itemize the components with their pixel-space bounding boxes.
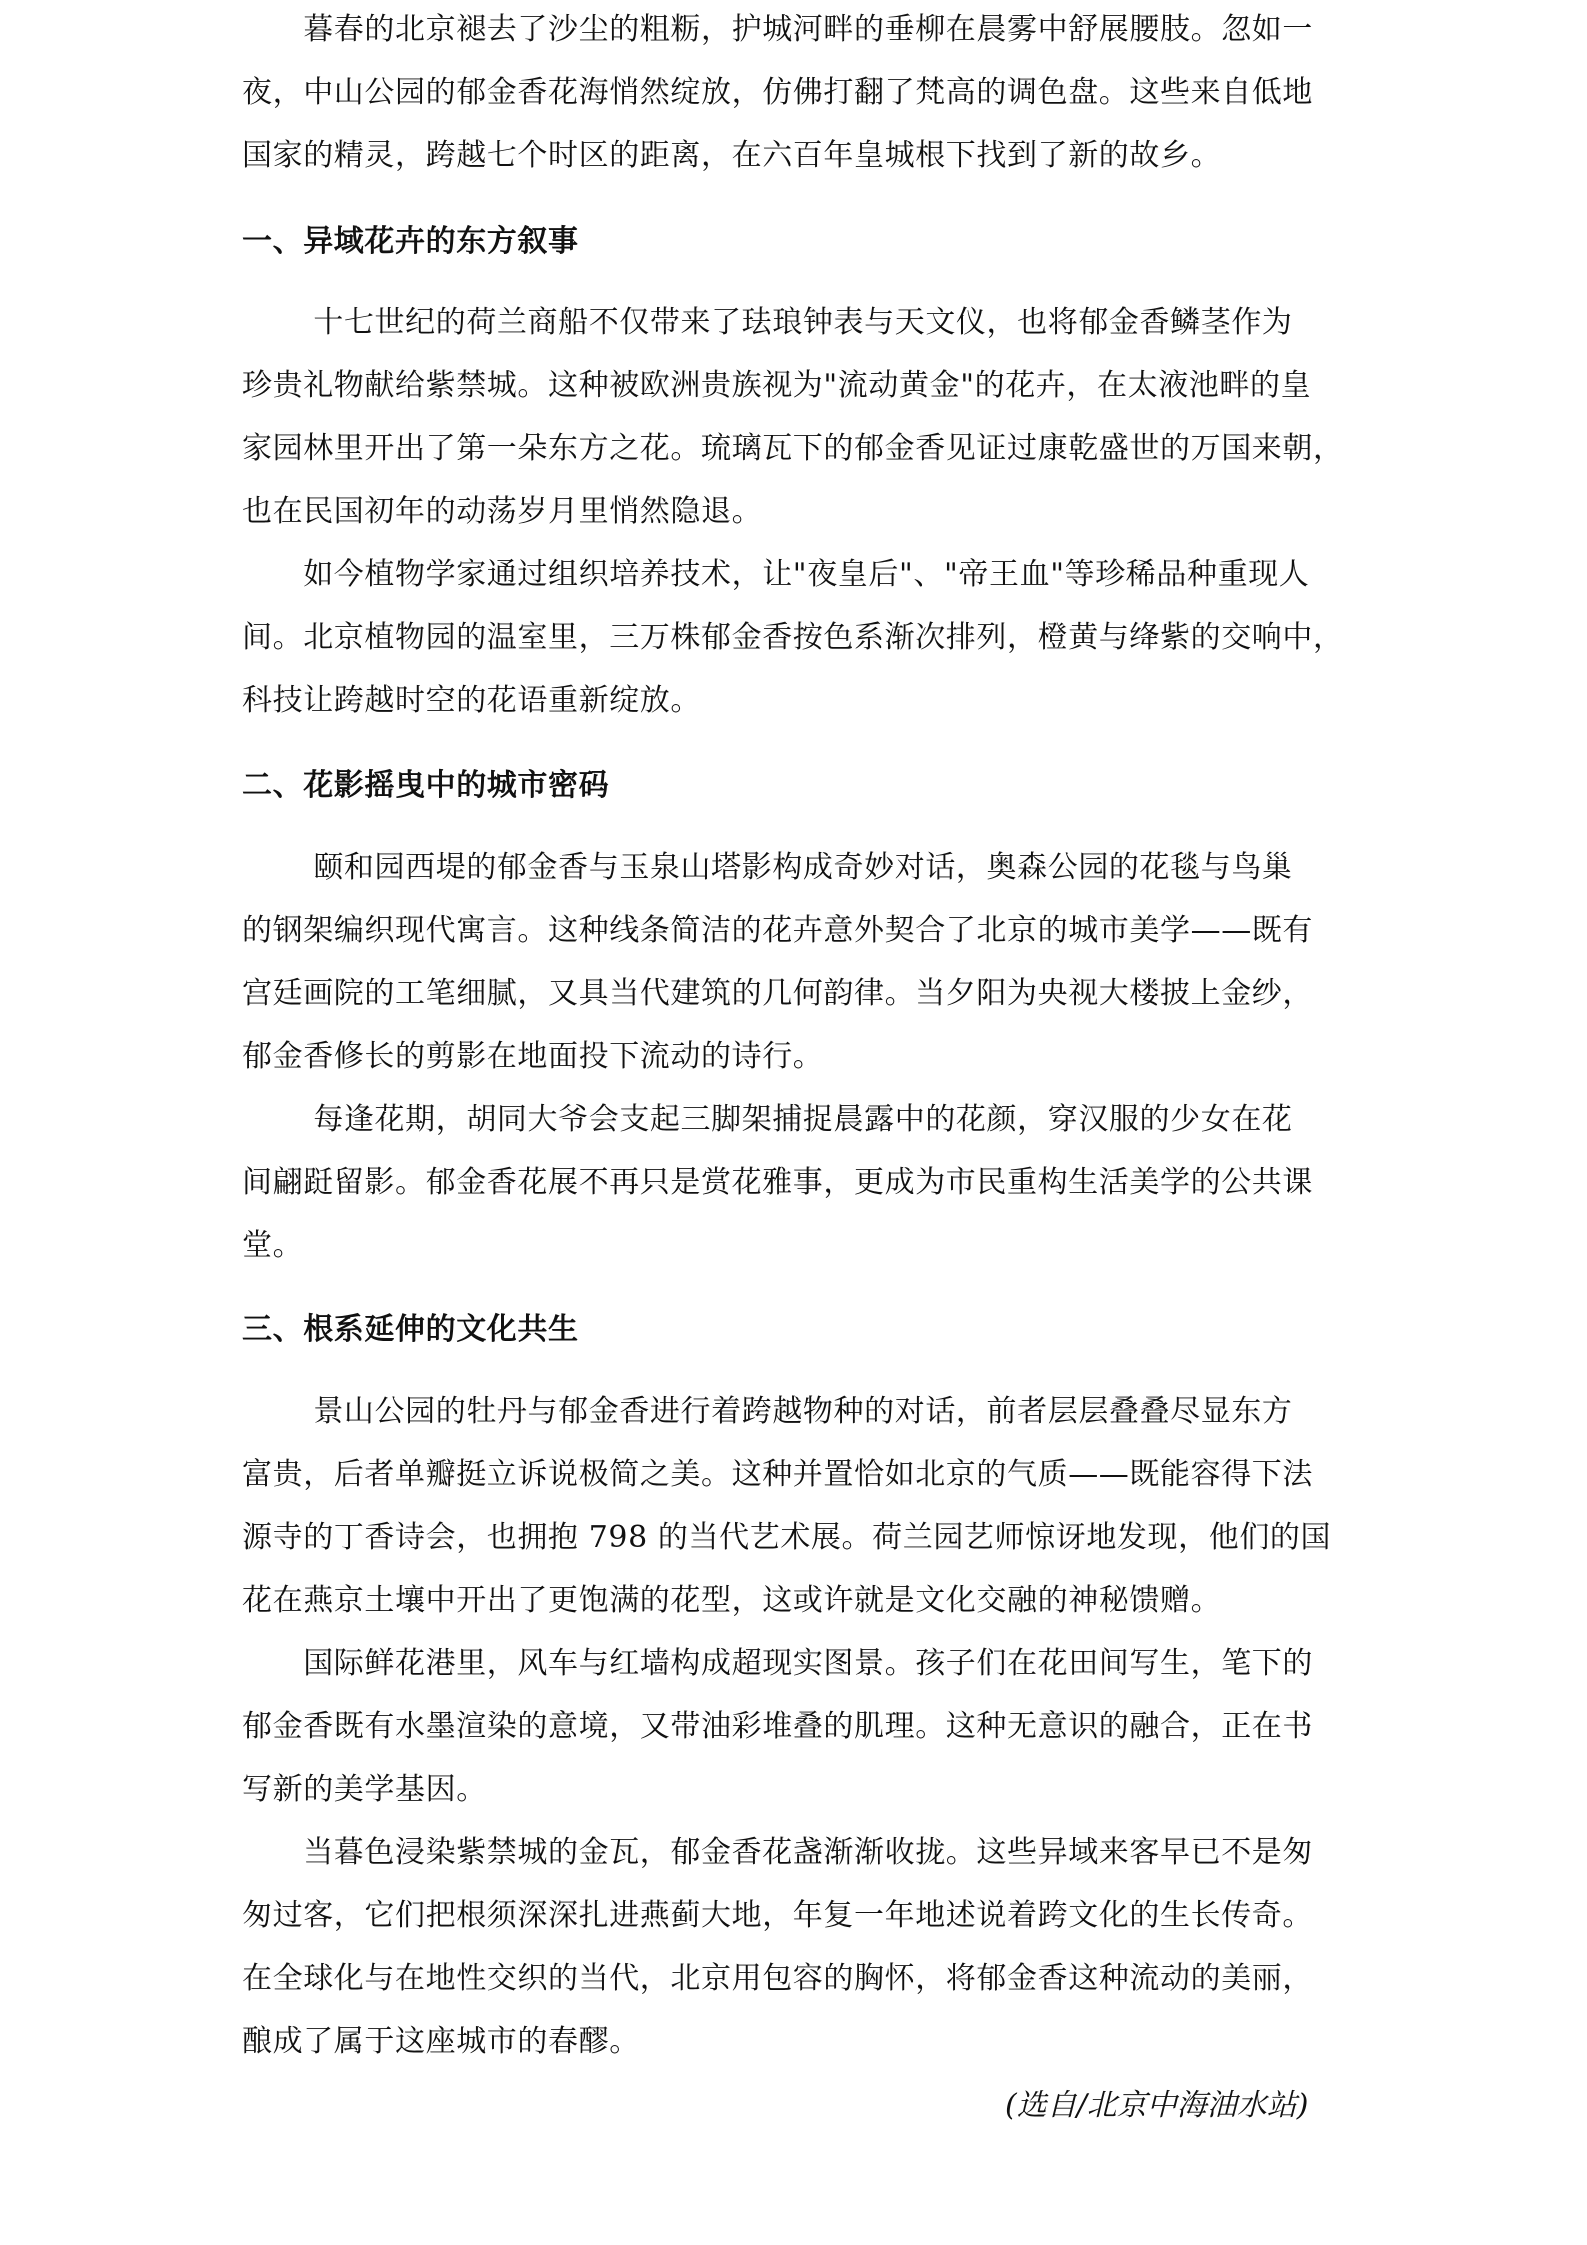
source-attribution: (选自/北京中海油水站)	[1005, 2088, 1309, 2123]
intro-line: 夜，中山公园的郁金香花海悄然绽放，仿佛打翻了梵高的调色盘。这些来自低地	[242, 75, 1313, 110]
intro-line: 国家的精灵，跨越七个时区的距离，在六百年皇城根下找到了新的故乡。	[242, 138, 1222, 173]
paragraph-line: 宫廷画院的工笔细腻，又具当代建筑的几何韵律。当夕阳为央视大楼披上金纱，	[242, 976, 1313, 1011]
paragraph-line: 景山公园的牡丹与郁金香进行着跨越物种的对话，前者层层叠叠尽显东方	[242, 1394, 1293, 1429]
paragraph-line: 家园林里开出了第一朵东方之花。琉璃瓦下的郁金香见证过康乾盛世的万国来朝，	[242, 431, 1344, 466]
paragraph-line: 当暮色浸染紫禁城的金瓦，郁金香花盏渐渐收拢。这些异域来客早已不是匆	[242, 1835, 1313, 1870]
paragraph-line: 也在民国初年的动荡岁月里悄然隐退。	[242, 494, 763, 529]
paragraph-line: 国际鲜花港里，风车与红墙构成超现实图景。孩子们在花田间写生，笔下的	[242, 1646, 1313, 1681]
paragraph-line: 郁金香修长的剪影在地面投下流动的诗行。	[242, 1039, 824, 1074]
intro-line: 暮春的北京褪去了沙尘的粗粝，护城河畔的垂柳在晨雾中舒展腰肢。忽如一	[242, 12, 1313, 47]
paragraph-line: 写新的美学基因。	[242, 1772, 487, 1807]
paragraph-line: 颐和园西堤的郁金香与玉泉山塔影构成奇妙对话，奥森公园的花毯与鸟巢	[242, 850, 1293, 885]
section-heading-1: 一、异域花卉的东方叙事	[242, 224, 579, 259]
paragraph-line: 郁金香既有水墨渲染的意境，又带油彩堆叠的肌理。这种无意识的融合，正在书	[242, 1709, 1313, 1744]
paragraph-line: 间。北京植物园的温室里，三万株郁金香按色系渐次排列，橙黄与绛紫的交响中，	[242, 620, 1344, 655]
paragraph-line: 匆过客，它们把根须深深扎进燕蓟大地，年复一年地述说着跨文化的生长传奇。	[242, 1898, 1313, 1933]
paragraph-line: 科技让跨越时空的花语重新绽放。	[242, 683, 701, 718]
paragraph-line: 的钢架编织现代寓言。这种线条简洁的花卉意外契合了北京的城市美学——既有	[242, 913, 1313, 948]
paragraph-line: 每逢花期，胡同大爷会支起三脚架捕捉晨露中的花颜，穿汉服的少女在花	[242, 1102, 1293, 1137]
paragraph-line: 在全球化与在地性交织的当代，北京用包容的胸怀，将郁金香这种流动的美丽，	[242, 1961, 1313, 1996]
paragraph-line: 十七世纪的荷兰商船不仅带来了珐琅钟表与天文仪，也将郁金香鳞茎作为	[242, 305, 1293, 340]
section-heading-2: 二、花影摇曳中的城市密码	[242, 768, 610, 803]
paragraph-line: 间翩跹留影。郁金香花展不再只是赏花雅事，更成为市民重构生活美学的公共课	[242, 1165, 1313, 1200]
paragraph-line: 酿成了属于这座城市的春醪。	[242, 2024, 640, 2059]
paragraph-line: 如今植物学家通过组织培养技术，让"夜皇后"、"帝王血"等珍稀品种重现人	[242, 557, 1310, 592]
paragraph-line: 源寺的丁香诗会，也拥抱 798 的当代艺术展。荷兰园艺师惊讶地发现，他们的国	[242, 1520, 1332, 1555]
paragraph-line: 堂。	[242, 1228, 304, 1263]
paragraph-line: 富贵，后者单瓣挺立诉说极简之美。这种并置恰如北京的气质——既能容得下法	[242, 1457, 1313, 1492]
paragraph-line: 珍贵礼物献给紫禁城。这种被欧洲贵族视为"流动黄金"的花卉，在太液池畔的皇	[242, 368, 1312, 403]
paragraph-line: 花在燕京土壤中开出了更饱满的花型，这或许就是文化交融的神秘馈赠。	[242, 1583, 1222, 1618]
section-heading-3: 三、根系延伸的文化共生	[242, 1312, 579, 1347]
